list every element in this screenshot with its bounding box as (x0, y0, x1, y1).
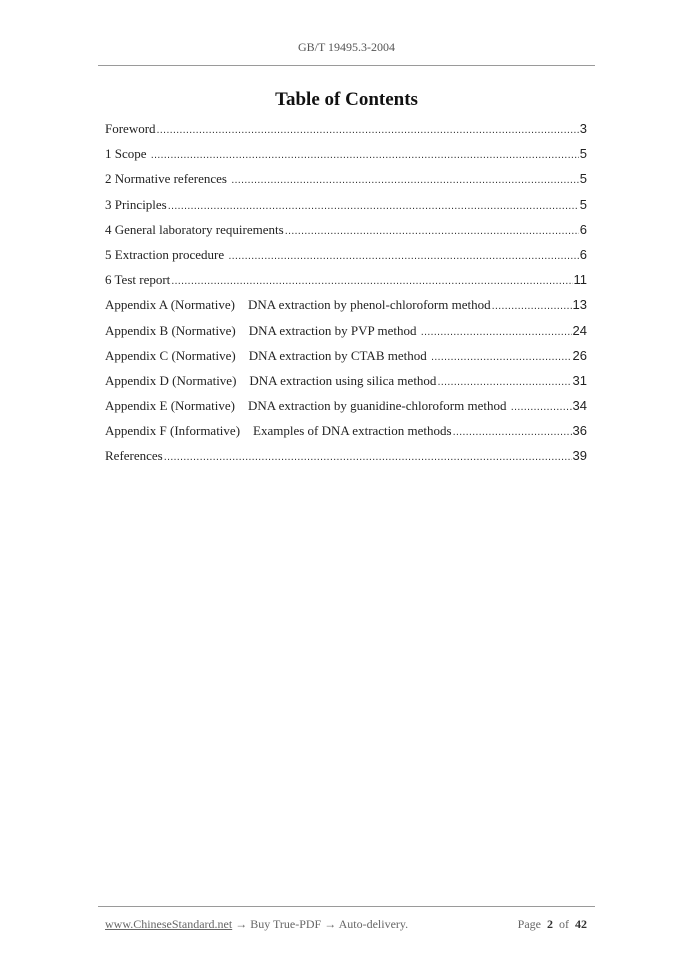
toc-entry-page: 31 (572, 372, 587, 388)
toc-entry-scope[interactable] (105, 146, 587, 171)
toc-entry-page: 39 (572, 448, 587, 464)
page-title: Table of Contents (275, 89, 418, 110)
toc-entry-page: 6 (579, 221, 587, 237)
header-divider (98, 65, 595, 66)
dot-leader (285, 225, 579, 237)
dot-leader (431, 351, 572, 363)
dot-leader (511, 401, 572, 413)
toc-entry-page: 36 (572, 423, 587, 439)
footer-promo (105, 917, 408, 932)
toc-entry-page: 5 (579, 146, 587, 162)
toc-entry-label: 3 Principles (105, 196, 167, 212)
toc-entry-page: 6 (579, 246, 587, 262)
dot-leader (228, 250, 578, 262)
toc-entry-label: 6 Test report (105, 272, 171, 288)
toc-entry-label: 2 Normative references (105, 171, 231, 187)
dot-leader (164, 451, 572, 463)
toc-entry-extraction-procedure[interactable] (105, 247, 587, 272)
page-current: 2 (547, 917, 553, 931)
page-total: 42 (575, 917, 587, 931)
page-number (518, 917, 587, 932)
toc-entry-references[interactable] (105, 448, 587, 473)
toc-entry-appendix-e[interactable] (105, 398, 587, 423)
dot-leader (437, 376, 571, 388)
toc-entry-test-report[interactable] (105, 272, 587, 297)
toc-entry-label: Appendix D (Normative) DNA extraction using silica method (105, 372, 437, 388)
running-header: GB/T 19495.3-2004 (297, 40, 396, 54)
dot-leader (157, 124, 579, 136)
toc-entry-appendix-d[interactable] (105, 373, 587, 398)
toc-entry-normative-references[interactable] (105, 171, 587, 196)
toc-entry-page: 24 (572, 322, 587, 338)
toc-entry-label: 1 Scope (105, 146, 150, 162)
arrow-right-icon: → (324, 917, 337, 931)
toc-entry-page: 26 (572, 347, 587, 363)
toc-entry-principles[interactable] (105, 197, 587, 222)
toc-entry-label: Appendix C (Normative) DNA extraction by CTAB method (105, 347, 430, 363)
toc-entry-label: Appendix E (Normative) DNA extraction by guanidine-chloroform method (105, 398, 510, 414)
toc-entry-page: 11 (573, 272, 587, 288)
toc-entry-general-laboratory-requirements[interactable] (105, 222, 587, 247)
dot-leader (231, 174, 579, 186)
toc-entry-page: 5 (579, 171, 587, 187)
toc-entry-label: Foreword (105, 121, 156, 136)
page-label: Page (517, 917, 541, 931)
dot-leader (171, 275, 572, 287)
toc-entry-foreword[interactable] (105, 121, 587, 146)
dot-leader (421, 326, 572, 338)
toc-entry-label: Appendix A (Normative) DNA extraction by phenol-chloroform method (105, 297, 491, 313)
page-of: of (559, 917, 569, 931)
toc-entry-page: 13 (572, 297, 587, 313)
footer-divider (98, 906, 595, 907)
toc-entry-appendix-f[interactable] (105, 423, 587, 448)
buy-true-pdf-text: Buy True-PDF (250, 917, 322, 931)
arrow-right-icon: → (235, 917, 248, 931)
toc-entry-label: Appendix B (Normative) DNA extraction by PVP method (105, 322, 420, 338)
toc-entry-appendix-b[interactable] (105, 323, 587, 348)
auto-delivery-text: Auto-delivery. (338, 917, 409, 931)
dot-leader (168, 200, 579, 212)
toc-entry-appendix-c[interactable] (105, 348, 587, 373)
toc-entry-appendix-a[interactable] (105, 297, 587, 322)
toc-entry-label: Appendix F (Informative) Examples of DNA extraction methods (105, 423, 452, 439)
toc-entry-label: 5 Extraction procedure (105, 246, 228, 262)
toc-entry-page: 3 (579, 121, 587, 136)
toc-entry-label: 4 General laboratory requirements (105, 221, 284, 237)
dot-leader (453, 426, 572, 438)
site-link[interactable]: www.ChineseStandard.net (105, 917, 233, 931)
dot-leader (151, 149, 579, 161)
table-of-contents (105, 121, 587, 474)
toc-entry-page: 5 (579, 196, 587, 212)
dot-leader (492, 300, 572, 312)
toc-entry-page: 34 (572, 398, 587, 414)
toc-entry-label: References (105, 448, 163, 464)
